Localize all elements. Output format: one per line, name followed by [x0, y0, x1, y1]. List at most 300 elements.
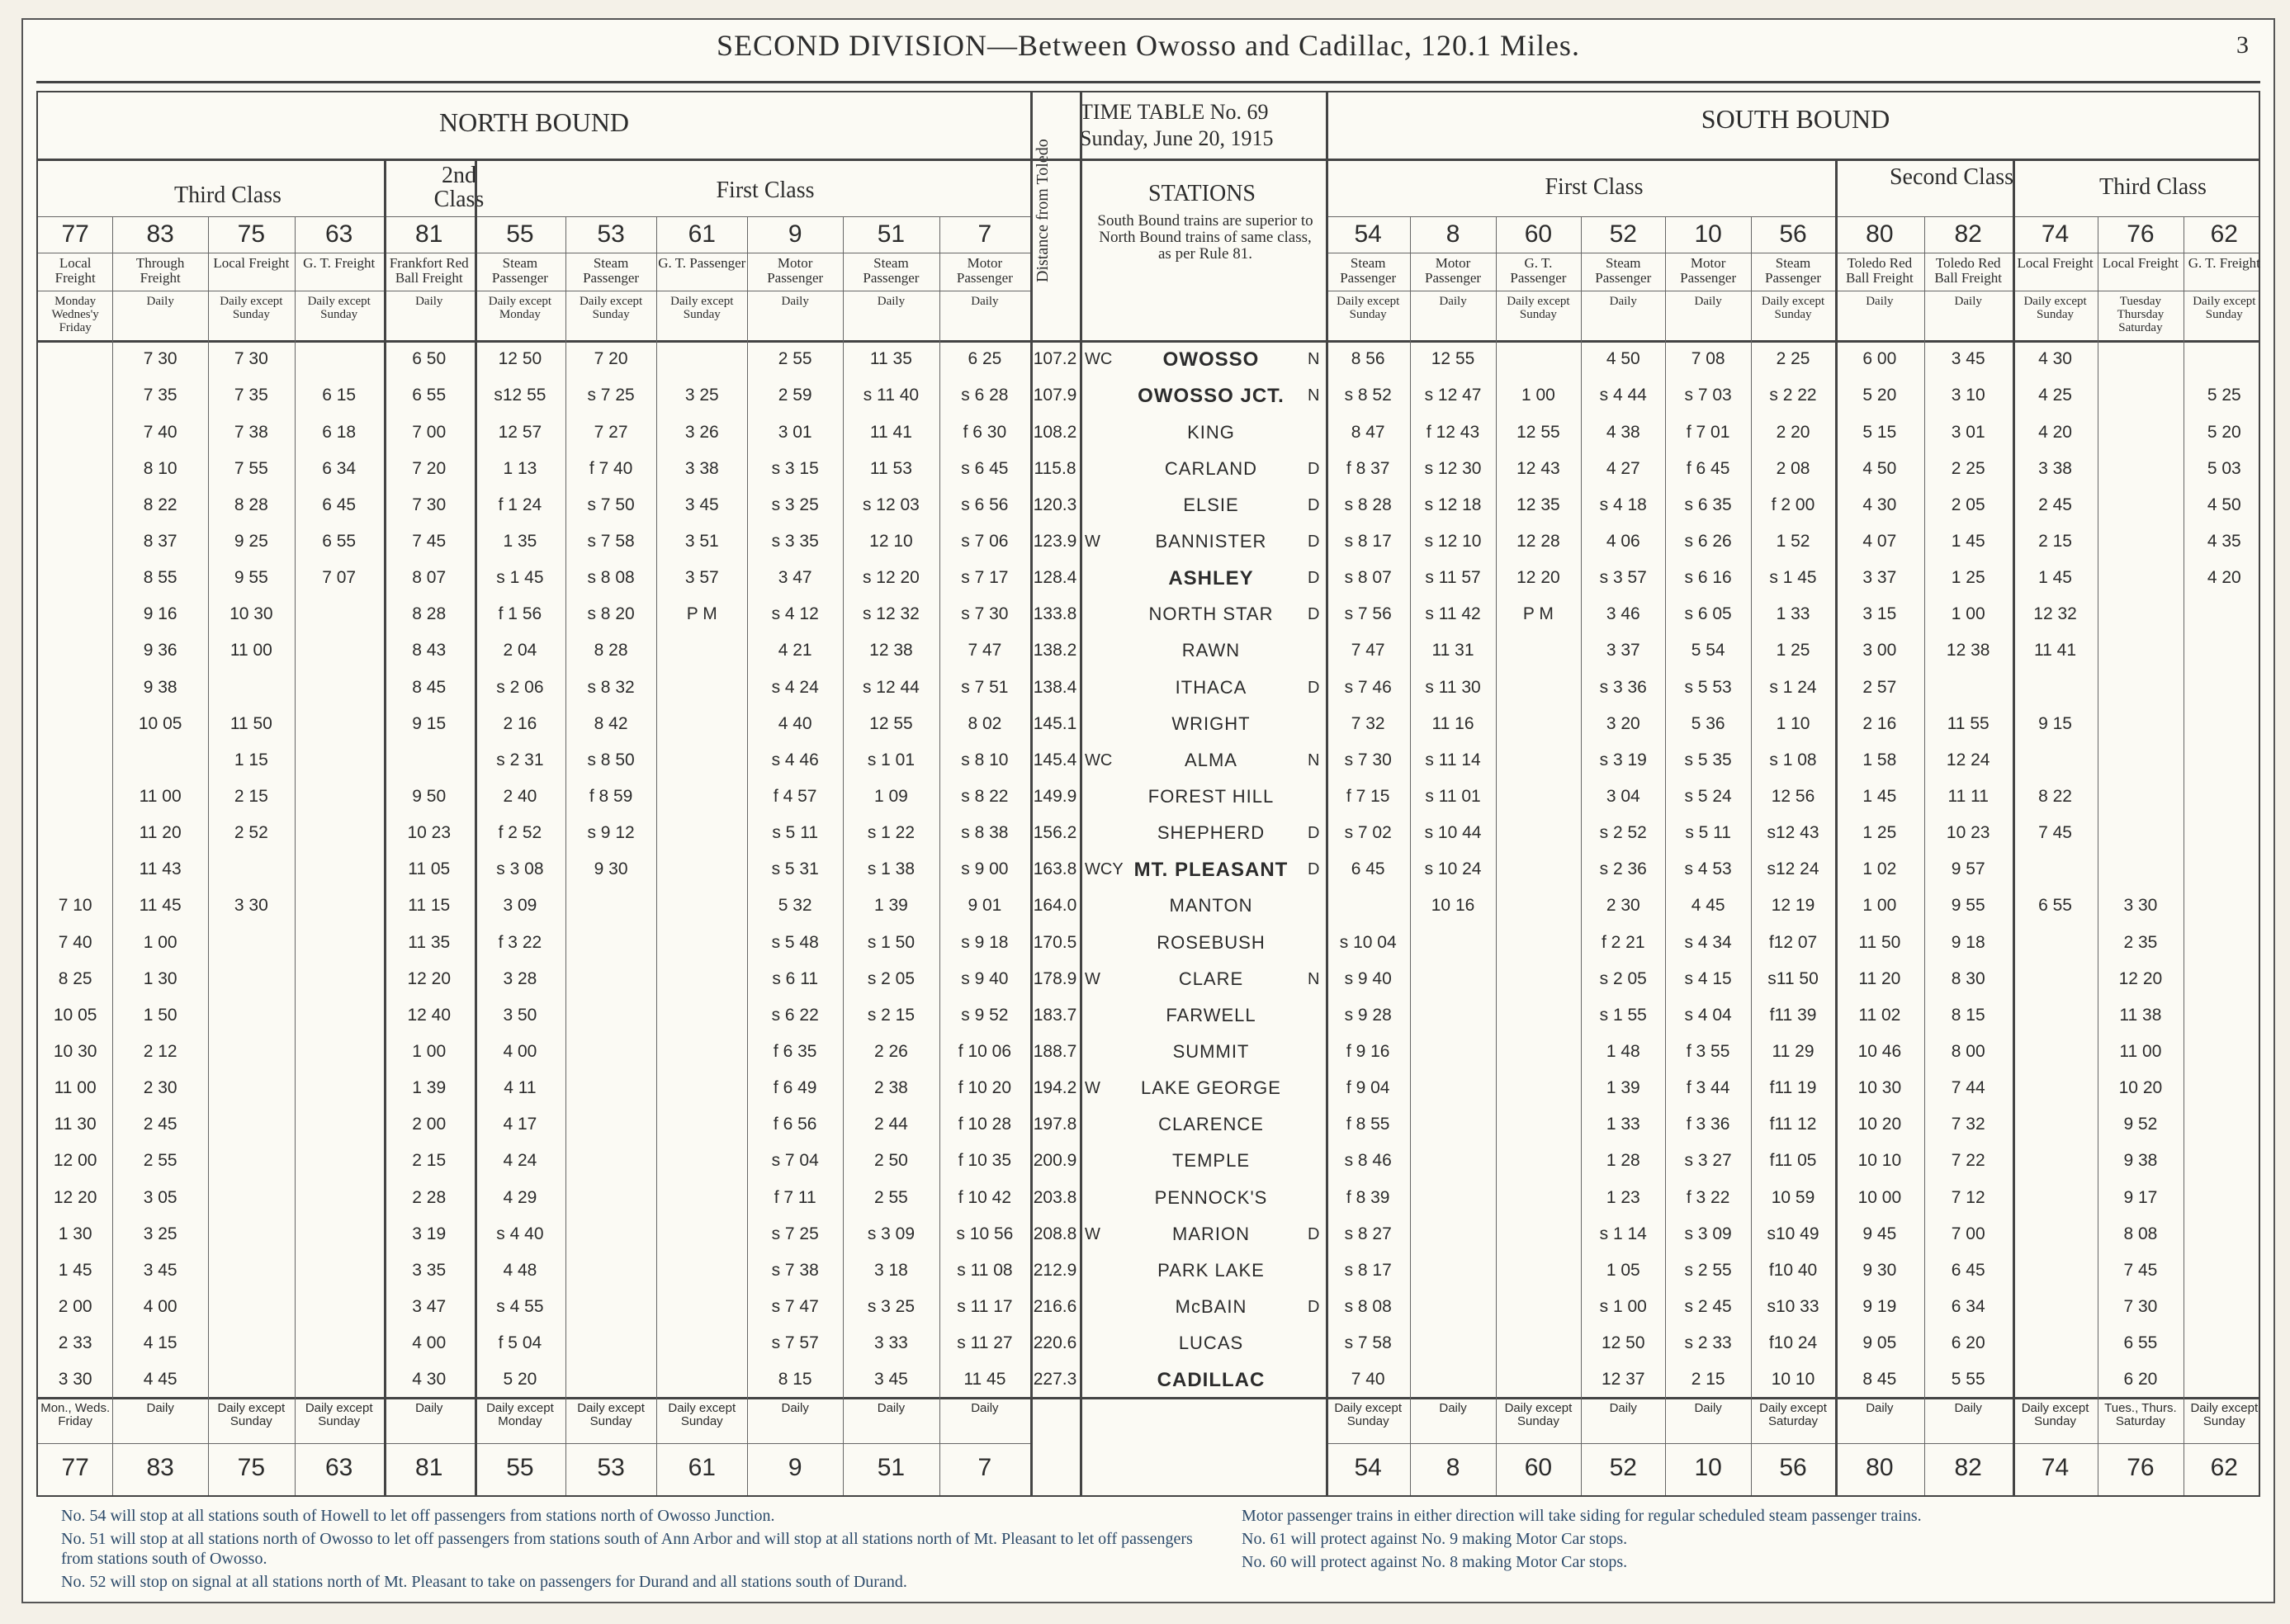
nb-time-cell: 1 13 [503, 458, 537, 478]
nb-time-cell: f 2 52 [498, 823, 542, 843]
nb-train-number: 77 [61, 220, 89, 248]
nb-column-rule [565, 216, 566, 1495]
station-name: OWOSSO JCT. [1138, 385, 1285, 408]
nb-train-number: 75 [237, 220, 266, 248]
footnotes-left [61, 1506, 1217, 1595]
nb-time-cell: 12 50 [498, 349, 542, 369]
sb-time-cell: 6 45 [1951, 1260, 1985, 1280]
nb-train-type: Steam Passenger [583, 255, 640, 286]
nb-train-type: G. T. Passenger [658, 255, 746, 271]
sb-time-cell: s12 24 [1767, 859, 1819, 879]
sb-train-type: G. T. Passenger [1510, 255, 1567, 286]
sb-time-cell: 2 08 [1776, 458, 1810, 478]
sb-time-cell: 12 38 [1946, 641, 1990, 660]
sb-time-cell: s 11 57 [1425, 568, 1481, 588]
sb-time-cell: 12 43 [1516, 458, 1560, 478]
sb-train-days: Daily [1694, 295, 1722, 308]
sb-time-cell: 11 38 [2119, 1005, 2162, 1025]
nb-time-cell: s 8 08 [587, 568, 635, 588]
sb-time-cell: f 3 22 [1686, 1187, 1730, 1207]
nb-time-cell: 11 20 [139, 823, 182, 843]
sb-time-cell: 1 25 [1776, 641, 1810, 660]
nb-time-cell: 8 28 [594, 641, 628, 660]
sb-time-cell: 1 05 [1606, 1260, 1640, 1280]
sb-foot-train-number: 60 [1524, 1454, 1553, 1481]
sb-time-cell: f 7 01 [1686, 422, 1730, 442]
nb-time-cell: 3 28 [503, 968, 537, 988]
sb-train-number: 74 [2041, 220, 2070, 248]
sb-foot-days: Daily [1694, 1401, 1722, 1415]
nb-time-cell: 3 25 [684, 386, 719, 405]
sb-train-type: Steam Passenger [1595, 255, 1652, 286]
nb-train-number: 61 [688, 220, 716, 248]
sb-train-type: Steam Passenger [1340, 255, 1397, 286]
sb-time-cell: 12 24 [1946, 750, 1990, 769]
station-suffix: N [1308, 750, 1320, 769]
sb-train-type: Motor Passenger [1680, 255, 1737, 286]
sb-time-cell: 3 01 [1951, 422, 1985, 442]
nb-time-cell: 12 40 [407, 1005, 452, 1025]
nb-time-cell: P M [686, 604, 717, 624]
station-distance: 212.9 [1033, 1260, 1077, 1280]
sb-time-cell: s 4 53 [1684, 859, 1732, 879]
nb-foot-days: Daily [415, 1401, 443, 1415]
nb-time-cell: 7 47 [968, 641, 1002, 660]
nb-time-cell: s 9 00 [961, 859, 1009, 879]
sb-time-cell: f 8 37 [1346, 458, 1390, 478]
station-name: ALMA [1185, 749, 1237, 770]
nb-time-cell: 2 00 [58, 1296, 92, 1316]
sb-time-cell: 2 15 [1691, 1370, 1725, 1390]
sb-foot-train-number: 10 [1694, 1454, 1722, 1481]
sb-time-cell: 1 45 [1951, 532, 1985, 552]
sb-time-cell: s 8 17 [1344, 1260, 1392, 1280]
sb-time-cell: f11 12 [1769, 1115, 1817, 1134]
nb-time-cell: 10 23 [407, 823, 452, 843]
sb-time-cell: 12 55 [1431, 349, 1475, 369]
station-distance: 120.3 [1033, 495, 1077, 514]
sb-time-cell: s 8 17 [1344, 532, 1392, 552]
nb-time-cell: s 6 22 [771, 1005, 819, 1025]
nb-time-cell: 9 30 [594, 859, 628, 879]
nb-time-cell: 9 36 [143, 641, 177, 660]
sb-time-cell: 9 57 [1951, 859, 1985, 879]
nb-time-cell: f 6 35 [773, 1041, 817, 1061]
rule-note: South Bound trains are superior to North Bound trains of same class, as per Rule 81. [1097, 212, 1313, 263]
sb-time-cell: s 12 10 [1424, 532, 1482, 552]
sb-train-days: Daily except Sunday [1507, 295, 1570, 321]
nb-third-class-label: Third Class [174, 182, 282, 208]
sb-time-cell: 9 19 [1862, 1296, 1897, 1316]
nb-time-cell: s 8 20 [587, 604, 635, 624]
sb-time-cell: 11 41 [2034, 641, 2077, 660]
nb-time-cell: 4 29 [503, 1187, 537, 1207]
nb-time-cell: s 4 55 [496, 1296, 544, 1316]
sb-time-cell: 2 16 [1862, 713, 1897, 733]
sb-train-number: 52 [1609, 220, 1637, 248]
nb-time-cell: 10 05 [53, 1005, 97, 1025]
nb-time-cell: 3 26 [684, 422, 719, 442]
nb-time-cell: s 2 06 [496, 677, 544, 697]
sb-time-cell: 9 18 [1951, 932, 1985, 952]
sb-time-cell: s 2 36 [1599, 859, 1647, 879]
sb-time-cell: s 11 30 [1425, 677, 1481, 697]
sb-time-cell: 7 22 [1951, 1151, 1985, 1171]
sb-time-cell: 1 23 [1606, 1187, 1640, 1207]
sb-time-cell: f 8 55 [1346, 1115, 1390, 1134]
title-rule [36, 81, 2260, 83]
nb-time-cell: 7 20 [412, 458, 447, 478]
nb-footer-number-rule [38, 1443, 1030, 1444]
station-distance: 108.2 [1033, 422, 1077, 442]
sb-time-cell: 8 30 [1951, 968, 1985, 988]
nb-time-cell: 3 05 [143, 1187, 177, 1207]
sb-time-cell: 8 56 [1351, 349, 1385, 369]
station-name: ROSEBUSH [1157, 931, 1266, 953]
sb-time-cell: s 1 08 [1769, 750, 1817, 769]
nb-time-cell: 9 38 [143, 677, 177, 697]
sb-time-cell: 7 45 [2038, 823, 2072, 843]
sb-train-type: Local Freight [2102, 255, 2179, 271]
nb-time-cell: f 6 56 [773, 1115, 817, 1134]
sb-time-cell: 3 10 [1951, 386, 1985, 405]
station-distance: 170.5 [1033, 932, 1077, 952]
sb-time-cell: s 10 24 [1424, 859, 1482, 879]
nb-time-cell: s 12 44 [862, 677, 920, 697]
nb-foot-train-number: 83 [146, 1454, 174, 1481]
nb-time-cell: 8 43 [412, 641, 447, 660]
sb-foot-train-number: 76 [2127, 1454, 2155, 1481]
sb-time-cell: 4 35 [2207, 532, 2241, 552]
nb-time-cell: 2 30 [143, 1078, 177, 1098]
sb-time-cell: 5 15 [1862, 422, 1897, 442]
sb-time-cell: 8 00 [1951, 1041, 1985, 1061]
sb-time-cell: 1 02 [1862, 859, 1897, 879]
nb-time-cell: 6 55 [322, 532, 357, 552]
nb-time-cell: s 7 25 [771, 1224, 819, 1243]
nb-time-cell: f 6 30 [963, 422, 1007, 442]
nb-time-cell: s12 55 [494, 386, 546, 405]
nb-time-cell: 3 09 [503, 896, 537, 916]
nb-time-cell: s 9 40 [961, 968, 1009, 988]
nb-time-cell: s 4 12 [771, 604, 819, 624]
nb-time-cell: 11 43 [139, 859, 182, 879]
sb-foot-days: Daily [1439, 1401, 1467, 1415]
sb-train-days: Daily except Sunday [2023, 295, 2087, 321]
sb-time-cell: 12 19 [1771, 896, 1815, 916]
timetable-date: Sunday, June 20, 1915 [1080, 126, 1274, 150]
nb-time-cell: 8 02 [968, 713, 1002, 733]
nb-time-cell: 11 53 [869, 458, 912, 478]
nb-time-cell: s 4 40 [496, 1224, 544, 1243]
station-suffix: D [1308, 1224, 1320, 1243]
nb-time-cell: 2 55 [143, 1151, 177, 1171]
nb-time-cell: f 1 56 [498, 604, 542, 624]
station-prefix: WC [1085, 750, 1113, 769]
nb-time-cell: 7 40 [58, 932, 92, 952]
sb-train-type: Motor Passenger [1425, 255, 1482, 286]
sb-time-cell: 4 06 [1606, 532, 1640, 552]
nb-time-cell: 8 15 [778, 1370, 812, 1390]
nb-time-cell: s 11 40 [863, 386, 920, 405]
sb-time-cell: s 6 05 [1684, 604, 1732, 624]
nb-time-cell: s 10 56 [956, 1224, 1014, 1243]
sb-time-cell: 3 38 [2038, 458, 2072, 478]
nb-time-cell: 1 30 [143, 968, 177, 988]
nb-time-cell: 10 05 [138, 713, 182, 733]
sb-time-cell: s 12 47 [1424, 386, 1482, 405]
sb-time-cell: 12 50 [1601, 1333, 1645, 1353]
station-distance: 145.1 [1033, 713, 1077, 733]
nb-time-cell: 11 45 [963, 1370, 1006, 1390]
stations-column-rule [1080, 92, 1082, 1495]
sb-time-cell: 9 45 [1862, 1224, 1897, 1243]
sb-time-cell: 5 25 [2207, 386, 2241, 405]
sb-time-cell: 9 38 [2123, 1151, 2158, 1171]
sb-time-cell: s 8 08 [1344, 1296, 1392, 1316]
footnotes-right [1242, 1506, 2257, 1575]
sb-time-cell: 8 08 [2123, 1224, 2158, 1243]
sb-time-cell: 10 10 [1857, 1151, 1902, 1171]
sb-train-days: Daily except Sunday [1761, 295, 1825, 321]
sb-time-cell: s 1 55 [1599, 1005, 1647, 1025]
station-name: PARK LAKE [1157, 1259, 1265, 1281]
nb-foot-train-number: 9 [788, 1454, 802, 1481]
sb-time-cell: 6 34 [1951, 1296, 1985, 1316]
nb-time-cell: 1 30 [58, 1224, 92, 1243]
sb-time-cell: 12 56 [1771, 787, 1815, 806]
sb-time-cell: s 8 28 [1344, 495, 1392, 514]
sb-time-cell: s 2 33 [1684, 1333, 1732, 1353]
nb-time-cell: 7 30 [412, 495, 447, 514]
sb-time-cell: 7 45 [2123, 1260, 2158, 1280]
nb-time-cell: 4 21 [778, 641, 812, 660]
nb-train-days: Daily [781, 295, 809, 308]
nb-time-cell: f 1 24 [498, 495, 542, 514]
sb-time-cell: f10 40 [1768, 1260, 1818, 1280]
station-suffix: N [1308, 350, 1320, 369]
station-name: ITHACA [1175, 676, 1247, 698]
sb-train-days: Daily [1866, 295, 1894, 308]
nb-time-cell: 8 10 [143, 458, 177, 478]
stations-label: STATIONS [1148, 181, 1256, 206]
sb-foot-train-number: 74 [2041, 1454, 2070, 1481]
nb-time-cell: 1 35 [503, 532, 537, 552]
sb-time-cell: 8 22 [2038, 787, 2072, 806]
nb-time-cell: 12 20 [53, 1187, 97, 1207]
nb-time-cell: 10 30 [229, 604, 273, 624]
nb-time-cell: 2 50 [873, 1151, 908, 1171]
sb-time-cell: 10 59 [1771, 1187, 1815, 1207]
nb-train-days: Monday Wednes'y Friday [51, 295, 99, 334]
sb-time-cell: s10 33 [1767, 1296, 1819, 1316]
station-distance: 220.6 [1033, 1333, 1077, 1353]
nb-train-number-rule [38, 216, 1030, 217]
nb-time-cell: 2 59 [778, 386, 812, 405]
nb-time-cell: s 6 56 [961, 495, 1009, 514]
nb-time-cell: 4 48 [503, 1260, 537, 1280]
sb-time-cell: f10 24 [1768, 1333, 1818, 1353]
sb-column-rule [1496, 216, 1497, 1495]
nb-time-cell: 5 20 [503, 1370, 537, 1390]
nb-time-cell: s 1 22 [867, 823, 916, 843]
station-distance: 183.7 [1033, 1005, 1077, 1025]
sb-time-cell: 12 20 [2118, 968, 2163, 988]
nb-train-number: 53 [597, 220, 625, 248]
nb-time-cell: 4 45 [143, 1370, 177, 1390]
station-prefix: WC [1085, 350, 1113, 369]
sb-time-cell: f 8 39 [1346, 1187, 1390, 1207]
station-distance: 156.2 [1033, 823, 1077, 843]
page-number: 3 [2236, 31, 2249, 59]
sb-time-cell: s 2 05 [1599, 968, 1647, 988]
sb-foot-days: Daily [1954, 1401, 1982, 1415]
nb-time-cell: s 8 22 [961, 787, 1009, 806]
sb-foot-train-number: 52 [1609, 1454, 1637, 1481]
sb-time-cell: s 3 57 [1599, 568, 1647, 588]
sb-time-cell: s 2 45 [1684, 1296, 1732, 1316]
nb-time-cell: s 3 08 [496, 859, 544, 879]
sb-time-cell: f 12 43 [1426, 422, 1480, 442]
nb-time-cell: 2 15 [234, 787, 268, 806]
nb-time-cell: 11 35 [869, 349, 912, 369]
nb-train-type: Steam Passenger [863, 255, 920, 286]
nb-time-cell: s 6 45 [961, 458, 1009, 478]
sb-time-cell: s 7 46 [1344, 677, 1392, 697]
nb-time-cell: 2 28 [412, 1187, 447, 1207]
nb-time-cell: 7 07 [322, 568, 357, 588]
station-name: WRIGHT [1171, 713, 1251, 734]
nb-time-cell: s 5 48 [771, 932, 819, 952]
nb-train-number: 7 [977, 220, 992, 248]
nb-time-cell: 12 57 [498, 422, 542, 442]
sb-time-cell: 5 20 [2207, 422, 2241, 442]
nb-time-cell: 3 47 [412, 1296, 447, 1316]
sb-time-cell: 4 30 [1862, 495, 1897, 514]
nb-train-type: G. T. Freight [303, 255, 376, 271]
nb-time-cell: s 7 04 [771, 1151, 819, 1171]
nb-time-cell: 9 25 [234, 532, 268, 552]
nb-train-type: Local Freight [213, 255, 290, 271]
sb-time-cell: 7 00 [1951, 1224, 1985, 1243]
sb-train-type: Toledo Red Ball Freight [1846, 255, 1914, 286]
nb-time-cell: 7 35 [143, 386, 177, 405]
sb-time-cell: 11 50 [1858, 932, 1901, 952]
station-distance: 149.9 [1033, 787, 1077, 806]
nb-time-cell: 11 50 [229, 713, 272, 733]
nb-time-cell: 2 52 [234, 823, 268, 843]
sb-foot-days: Daily except Sunday [1504, 1401, 1573, 1428]
nb-time-cell: 3 50 [503, 1005, 537, 1025]
sb-train-type: Local Freight [2017, 255, 2094, 271]
nb-time-cell: s 9 52 [961, 1005, 1009, 1025]
sb-time-cell: s 7 56 [1344, 604, 1392, 624]
sb-time-cell: 12 32 [2033, 604, 2077, 624]
sb-time-cell: s12 43 [1767, 823, 1819, 843]
sb-time-cell: 1 28 [1606, 1151, 1640, 1171]
sb-time-cell: 11 20 [1858, 968, 1901, 988]
nb-time-cell: 4 30 [412, 1370, 447, 1390]
sb-time-cell: 8 47 [1351, 422, 1385, 442]
sb-time-cell: s 7 03 [1684, 386, 1732, 405]
station-suffix: D [1308, 495, 1320, 514]
nb-time-cell: 1 15 [234, 750, 268, 769]
nb-time-cell: 7 10 [58, 896, 92, 916]
nb-foot-days: Daily except Sunday [305, 1401, 373, 1428]
sb-time-cell: f 9 16 [1346, 1041, 1390, 1061]
footnote: No. 52 will stop on signal at all stations north of Mt. Pleasant to take on passengers for Durand and all stations south of Durand. [61, 1573, 907, 1591]
nb-time-cell: f 7 40 [589, 458, 633, 478]
station-suffix: D [1308, 533, 1320, 552]
sb-train-number: 80 [1866, 220, 1894, 248]
sb-time-cell: 5 54 [1691, 641, 1725, 660]
sb-time-cell: s 5 11 [1685, 823, 1731, 843]
nb-time-cell: f 10 28 [958, 1115, 1012, 1134]
nb-time-cell: s 8 50 [587, 750, 635, 769]
nb-time-cell: 3 19 [412, 1224, 447, 1243]
nb-time-cell: 12 38 [869, 641, 913, 660]
sb-time-cell: 7 44 [1951, 1078, 1985, 1098]
station-name: ELSIE [1183, 494, 1239, 515]
nb-foot-train-number: 63 [324, 1454, 353, 1481]
sb-time-cell: 4 38 [1606, 422, 1640, 442]
nb-time-cell: f 7 11 [774, 1187, 816, 1207]
nb-column-rule [295, 216, 296, 1495]
nb-time-cell: s 3 35 [771, 532, 819, 552]
sb-time-cell: 1 25 [1862, 823, 1897, 843]
station-distance: 178.9 [1033, 968, 1077, 988]
sb-time-cell: f 7 15 [1346, 787, 1390, 806]
sb-time-cell: 5 03 [2207, 458, 2241, 478]
nb-time-cell: f 8 59 [589, 787, 633, 806]
sb-time-cell: s 1 24 [1769, 677, 1817, 697]
nb-foot-train-number: 61 [688, 1454, 716, 1481]
nb-train-days: Daily except Sunday [579, 295, 643, 321]
sb-column-rule [1410, 216, 1411, 1495]
sb-time-cell: 11 00 [2119, 1041, 2162, 1061]
nb-time-cell: 5 32 [778, 896, 812, 916]
nb-time-cell: 1 45 [58, 1260, 92, 1280]
sb-time-cell: 3 30 [2123, 896, 2158, 916]
nb-time-cell: 8 25 [58, 968, 92, 988]
nb-time-cell: 2 33 [58, 1333, 92, 1353]
sb-time-cell: 7 32 [1351, 713, 1385, 733]
sb-train-days: Daily [1439, 295, 1467, 308]
sb-time-cell: 6 45 [1351, 859, 1385, 879]
nb-time-cell: s 7 17 [961, 568, 1009, 588]
sb-time-cell: f 6 45 [1686, 458, 1730, 478]
nb-time-cell: f 6 49 [773, 1078, 817, 1098]
nb-time-cell: 12 20 [407, 968, 452, 988]
sb-time-cell: 4 07 [1862, 532, 1897, 552]
nb-train-type: Steam Passenger [491, 255, 548, 286]
sb-time-cell: 5 20 [1862, 386, 1897, 405]
footnotes [36, 1506, 2260, 1591]
sb-time-cell: s 10 44 [1424, 823, 1482, 843]
nb-time-cell: 2 16 [503, 713, 537, 733]
sb-time-cell: s 3 27 [1684, 1151, 1732, 1171]
sb-time-cell: s 4 04 [1684, 1005, 1732, 1025]
sb-time-cell: 1 00 [1862, 896, 1897, 916]
station-distance: 203.8 [1033, 1187, 1077, 1207]
nb-foot-days: Daily except Sunday [668, 1401, 736, 1428]
sb-time-cell: 4 50 [1862, 458, 1897, 478]
nb-time-cell: s 8 32 [587, 677, 635, 697]
sb-time-cell: 3 37 [1606, 641, 1640, 660]
nb-time-cell: 2 40 [503, 787, 537, 806]
nb-foot-train-number: 7 [977, 1454, 992, 1481]
nb-time-cell: s 7 30 [961, 604, 1009, 624]
